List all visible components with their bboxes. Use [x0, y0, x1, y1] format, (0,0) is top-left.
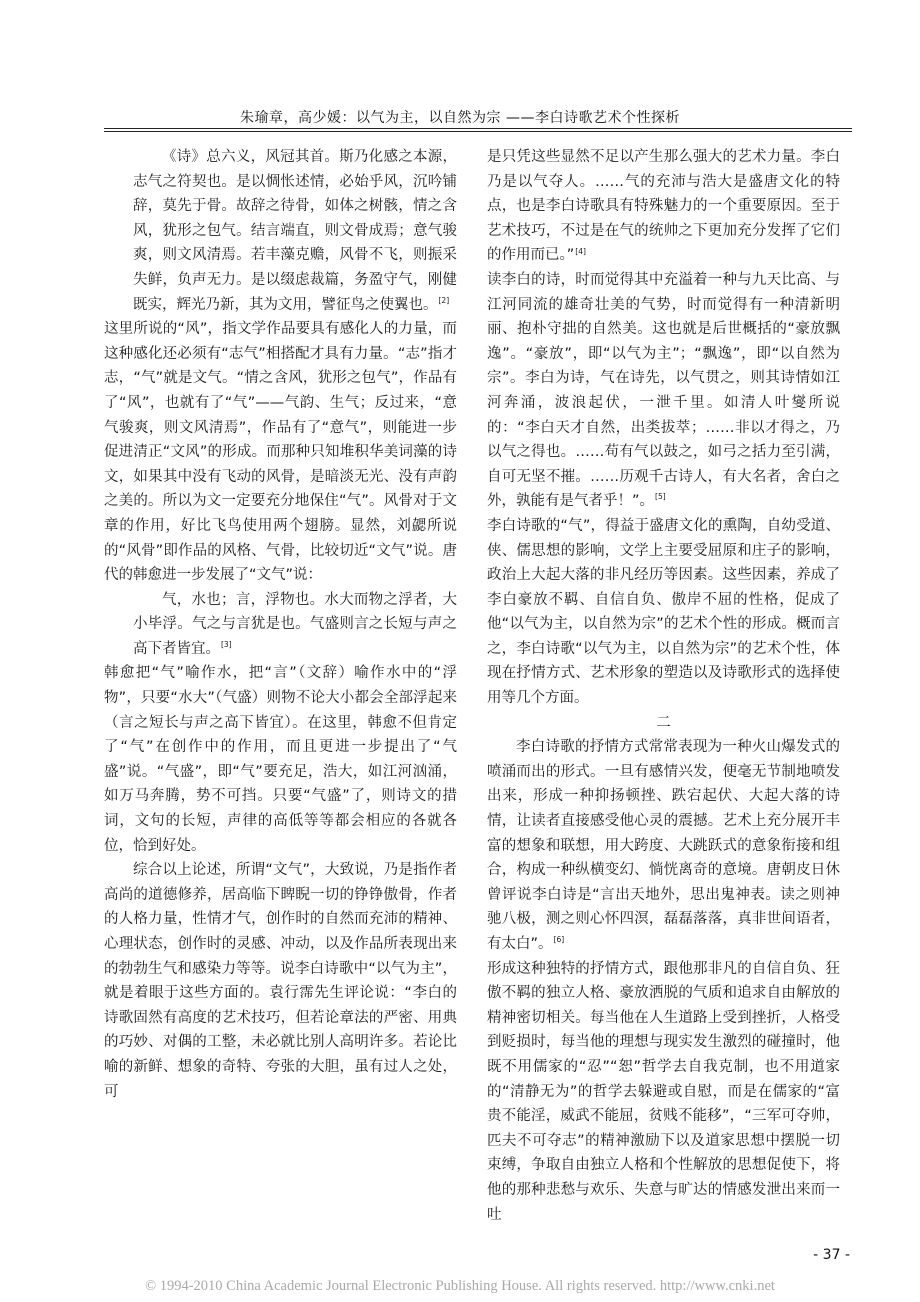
- paragraph: [487, 735, 840, 956]
- paragraph-text: 李白诗歌的“气”，得益于盛唐文化的熏陶，自幼受道、侠、儒思想的影响，文学上主要受屈原和庄子的影响，政治上大起大落的非凡经历等因素。这些因素，养成了李白豪放不羁、自信自负、傲岸不屈的性格，促成了他“以气为主，以自然为宗”的艺术个性的形成。概而言之，李白诗歌“以气为主，以自然为宗”的艺术个性，体现在抒情方式、艺术形象的塑造以及诗歌形式的选择使用等几个方面。: [487, 517, 840, 707]
- paragraph-text: 这里所说的“风”，指文学作品要具有感化人的力量，而这种感化还必须有“志气”相搭配才具有力量。“志”指才志，“气”就是文气。“情之含风，犹形之包气”，作品有了“风”，也就有了“气”——气韵、生气；反过来，“意气骏爽，则文风清焉”，作品有了“意气”，则能进一步促进清正“文风”的形成。而那种只知堆积华美词藻的诗文，如果其中没有飞动的风骨，是暗淡无光、没有声韵之美的。所以为文一定要充分地保住“气”。风骨对于文章的作用，好比飞鸟使用两个翅膀。显然，刘勰所说的“风骨”即作品的风格、气骨，比较切近“文气”说。唐代的韩愈进一步发展了“文气”说：: [104, 321, 457, 584]
- citation-ref: [6]: [553, 935, 565, 945]
- paragraph: [104, 858, 457, 1104]
- paragraph-text: 李白诗歌的抒情方式常常表现为一种火山爆发式的喷涌而出的形式。一旦有感情兴发，便毫无节制地喷发出来，形成一种抑扬顿挫、跌宕起伏、大起大落的诗情，让读者直接感受他心灵的震撼。艺术上充分展开丰富的想象和联想，用大跨度、大跳跃式的意象衔接和组合，构成一种纵横变幻、惝恍离奇的意境。唐朝皮日休曾评说李白诗是“言出天地外，思出鬼神表。读之则神驰八极，测之则心怀四溟，磊磊落落，真非世间语者，有太白”。: [487, 739, 840, 952]
- citation-ref: [2]: [438, 295, 450, 305]
- citation-ref: [5]: [655, 492, 666, 502]
- paragraph-text: 气，水也；言，浮物也。水大而物之浮者，大小毕浮。气之与言犹是也。气盛则言之长短与声之高下者皆宜。: [133, 591, 457, 657]
- paragraph: [487, 145, 840, 268]
- block-quote: [104, 145, 457, 317]
- paragraph: [104, 661, 457, 858]
- paragraph-text: 综合以上论述，所谓“文气”，大致说，乃是指作者高尚的道德修养，居高临下睥睨一切的铮铮傲骨，作者的人格力量，性情才气，创作时的自然而充沛的精神、心理状态，创作时的灵感、冲动，以及作品所表现出来的勃勃生气和感染力等等。说李白诗歌中“以气为主”，就是着眼于这些方面的。袁行霈先生评论说：“李白的诗歌固然有高度的艺术技巧，但若论章法的严密、用典的巧妙、对偶的工整，未必就比别人高明许多。若论比喻的新鲜、想象的奇特、夸张的大胆，虽有过人之处，可: [104, 862, 457, 1100]
- block-quote: [104, 588, 457, 662]
- paragraph-text: 读李白的诗，时而觉得其中充溢着一种与九天比高、与江河同流的雄奇壮美的气势，时而觉得有一种清新明丽、抱朴守拙的自然美。这也就是后世概括的“豪放飘逸”。“豪放”，即“以气为主”；“飘逸”，即“以自然为宗”。李白为诗，气在诗先，以气贯之，则其诗情如江河奔涌，波浪起伏，一泄千里。如清人叶燮所说的：“李白天才自然，出类拔萃；……非以才得之，乃以气之得也。……苟有气以鼓之，如弓之括力至引满，自可无坚不摧。……历观千古诗人，有大名者，舍白之外，孰能有是气者乎！”。: [487, 271, 840, 510]
- paragraph-text: 二: [656, 714, 671, 731]
- paragraph-text: 韩愈把“气”喻作水，把“言”（文辞）喻作水中的“浮物”，只要“水大”（气盛）则物不论大小都会全部浮起来（言之短长与声之高下皆宜）。在这里，韩愈不但肯定了“气”在创作中的作用，而且更进一步提出了“气盛”说。“气盛”，即“气”要充足，浩大，如江河汹涌，如万马奔腾，势不可挡。只要“气盛”了，则诗文的措词，文句的长短，声律的高低等等都会相应的各就各位，恰到好处。: [104, 665, 457, 854]
- paragraph: [104, 317, 457, 588]
- page-number: - 37 -: [813, 1247, 850, 1263]
- section-heading: [487, 711, 840, 736]
- citation-ref: [3]: [221, 640, 232, 650]
- paragraph: [487, 514, 840, 711]
- right-column: [487, 145, 840, 1227]
- citation-ref: [4]: [575, 246, 586, 256]
- paragraph-text: 《诗》总六义，风冠其首。斯乃化感之本源，志气之符契也。是以惆怅述情，必始乎风，沉吟铺辞，莫先于骨。故辞之待骨，如体之树骸，情之含风，犹形之包气。结言端直，则文骨成焉；意气骏爽，则文风清焉。若丰藻克赡，风骨不飞，则振采失鲜，负声无力。是以缀虑裁篇，务盈守气，刚健既实，辉光乃新，其为文用，譬征鸟之使翼也。: [133, 149, 457, 313]
- header-rule-bottom: [104, 131, 852, 132]
- header-rule-top: [104, 128, 852, 129]
- running-header: 朱瑜章，高少媛：以气为主，以自然为宗 ——李白诗歌艺术个性探析: [240, 110, 680, 126]
- paragraph-text: 形成这种独特的抒情方式，跟他那非凡的自信自负、狂傲不羁的独立人格、豪放洒脱的气质和追求自由解放的精神密切相关。每当他在人生道路上受到挫折，人格受到贬损时，每当他的理想与现实发生激烈的碰撞时，他既不用儒家的“忍”“恕”哲学去自我克制，也不用道家的“清静无为”的哲学去躲避或自慰，而是在儒家的“富贵不能淫，威武不能屈，贫贱不能移”，“三军可夺帅，匹夫不可夺志”的精神激励下以及道家思想中摆脱一切束缚，争取自由独立人格和个性解放的思想促使下，将他的那种悲愁与欢乐、失意与旷达的情感发泄出来而一吐: [487, 960, 840, 1223]
- copyright-notice: © 1994-2010 China Academic Journal Electronic Publishing House. All rights reserved. http://www.cnki.net: [145, 1278, 775, 1294]
- paragraph-text: 是只凭这些显然不足以产生那么强大的艺术力量。李白乃是以气夺人。……气的充沛与浩大是盛唐文化的特点，也是李白诗歌具有特殊魅力的一个重要原因。至于艺术技巧，不过是在气的统帅之下更加充分发挥了它们的作用而已。”: [487, 149, 840, 264]
- paragraph: [487, 268, 840, 514]
- left-column: [104, 145, 457, 1104]
- paragraph: [487, 957, 840, 1228]
